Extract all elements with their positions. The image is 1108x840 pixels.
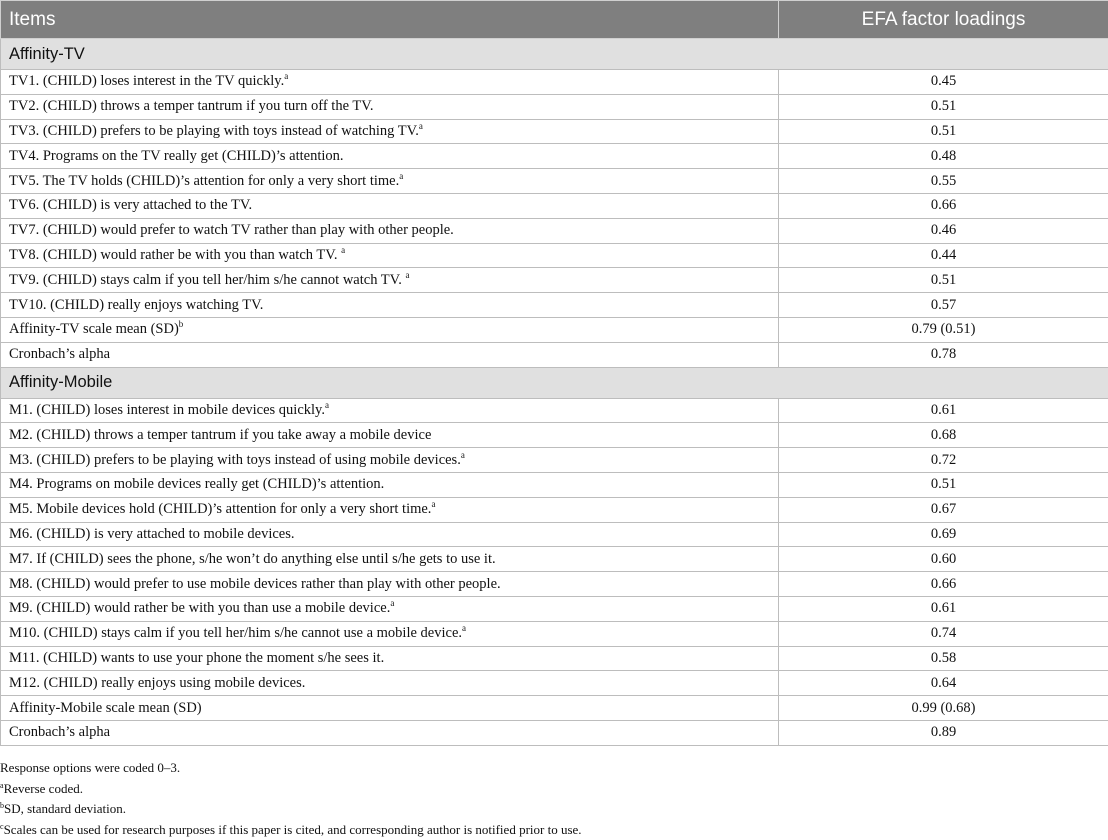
item-text: TV5. The TV holds (CHILD)’s attention for only a very short time.	[9, 173, 399, 189]
footnote	[0, 779, 1108, 800]
loading-value: 0.51	[779, 268, 1108, 293]
table-row	[1, 293, 1108, 318]
item-cell	[1, 596, 779, 621]
item-cell	[1, 144, 779, 169]
item-cell	[1, 119, 779, 144]
loading-value: 0.66	[779, 193, 1108, 218]
item-text: TV2. (CHILD) throws a temper tantrum if you turn off the TV.	[9, 98, 373, 114]
footnote-marker: a	[431, 499, 435, 509]
header-loadings: EFA factor loadings	[779, 1, 1108, 39]
table-row	[1, 423, 1108, 448]
item-cell	[1, 317, 779, 342]
item-text: Affinity-Mobile scale mean (SD)	[9, 700, 202, 716]
item-cell	[1, 646, 779, 671]
table-row	[1, 193, 1108, 218]
loading-value: 0.58	[779, 646, 1108, 671]
item-cell	[1, 671, 779, 696]
table-row	[1, 398, 1108, 423]
footnote-text: Response options were coded 0–3.	[0, 760, 180, 775]
table-row	[1, 317, 1108, 342]
item-cell	[1, 243, 779, 268]
loading-value: 0.45	[779, 70, 1108, 95]
item-text: TV1. (CHILD) loses interest in the TV quickly.	[9, 73, 284, 89]
footnote	[0, 758, 1108, 779]
table-row	[1, 342, 1108, 367]
item-text: M12. (CHILD) really enjoys using mobile devices.	[9, 675, 305, 691]
item-text: M6. (CHILD) is very attached to mobile devices.	[9, 526, 295, 542]
loading-value: 0.61	[779, 596, 1108, 621]
item-text: M8. (CHILD) would prefer to use mobile devices rather than play with other people.	[9, 576, 501, 592]
footnote-marker: a	[419, 121, 423, 131]
item-cell	[1, 218, 779, 243]
footnote-mark: a	[0, 781, 4, 790]
loading-value: 0.51	[779, 94, 1108, 119]
table-row	[1, 497, 1108, 522]
table-row	[1, 218, 1108, 243]
section-header-row	[1, 39, 1108, 70]
item-text: TV8. (CHILD) would rather be with you than watch TV.	[9, 247, 341, 263]
loading-value: 0.78	[779, 342, 1108, 367]
item-cell	[1, 268, 779, 293]
item-text: M1. (CHILD) loses interest in mobile devices quickly.	[9, 402, 325, 418]
item-text: TV9. (CHILD) stays calm if you tell her/him s/he cannot watch TV.	[9, 272, 406, 288]
item-cell	[1, 448, 779, 473]
item-cell	[1, 342, 779, 367]
footnote-marker: a	[462, 623, 466, 633]
loading-value: 0.72	[779, 448, 1108, 473]
table-row	[1, 646, 1108, 671]
table-row	[1, 522, 1108, 547]
footnote-mark: b	[0, 801, 4, 810]
section-title: Affinity-TV	[1, 39, 1108, 70]
item-text: M5. Mobile devices hold (CHILD)’s attention for only a very short time.	[9, 501, 431, 517]
item-cell	[1, 720, 779, 745]
footnote-marker: a	[284, 71, 288, 81]
item-cell	[1, 94, 779, 119]
loading-value: 0.74	[779, 621, 1108, 646]
item-cell	[1, 70, 779, 95]
footnote-marker: a	[399, 171, 403, 181]
table-row	[1, 144, 1108, 169]
table-row	[1, 169, 1108, 194]
item-cell	[1, 398, 779, 423]
loading-value: 0.48	[779, 144, 1108, 169]
footnote-marker: b	[179, 319, 184, 329]
section-title: Affinity-Mobile	[1, 367, 1108, 398]
item-text: TV4. Programs on the TV really get (CHILD)’s attention.	[9, 148, 344, 164]
item-cell	[1, 696, 779, 721]
table-footnotes	[0, 758, 1108, 840]
item-text: M11. (CHILD) wants to use your phone the moment s/he sees it.	[9, 650, 384, 666]
table-row	[1, 596, 1108, 621]
loading-value: 0.66	[779, 572, 1108, 597]
table-row	[1, 696, 1108, 721]
item-cell	[1, 169, 779, 194]
table-row	[1, 268, 1108, 293]
loading-value: 0.57	[779, 293, 1108, 318]
footnote-marker: a	[461, 450, 465, 460]
item-text: M2. (CHILD) throws a temper tantrum if you take away a mobile device	[9, 427, 431, 443]
item-cell	[1, 572, 779, 597]
item-text: M7. If (CHILD) sees the phone, s/he won’t do anything else until s/he gets to use it.	[9, 551, 496, 567]
footnote-text: Reverse coded.	[4, 781, 83, 796]
item-text: Affinity-TV scale mean (SD)	[9, 321, 179, 337]
loading-value: 0.51	[779, 119, 1108, 144]
footnote-text: SD, standard deviation.	[4, 801, 126, 816]
item-text: TV10. (CHILD) really enjoys watching TV.	[9, 297, 263, 313]
item-text: Cronbach’s alpha	[9, 346, 110, 362]
item-cell	[1, 547, 779, 572]
item-cell	[1, 423, 779, 448]
table-row	[1, 472, 1108, 497]
table-row	[1, 572, 1108, 597]
loading-value: 0.61	[779, 398, 1108, 423]
table-header-row	[1, 1, 1108, 39]
footnote	[0, 799, 1108, 820]
loading-value: 0.67	[779, 497, 1108, 522]
table-row	[1, 448, 1108, 473]
item-cell	[1, 522, 779, 547]
item-cell	[1, 193, 779, 218]
table-row	[1, 547, 1108, 572]
loading-value: 0.64	[779, 671, 1108, 696]
table-row	[1, 621, 1108, 646]
item-cell	[1, 472, 779, 497]
item-text: M3. (CHILD) prefers to be playing with toys instead of using mobile devices.	[9, 452, 461, 468]
loading-value: 0.68	[779, 423, 1108, 448]
loading-value: 0.79 (0.51)	[779, 317, 1108, 342]
item-cell	[1, 621, 779, 646]
table-row	[1, 70, 1108, 95]
item-text: M9. (CHILD) would rather be with you than use a mobile device.	[9, 600, 390, 616]
footnote-marker: a	[325, 400, 329, 410]
loading-value: 0.44	[779, 243, 1108, 268]
loading-value: 0.69	[779, 522, 1108, 547]
footnote-mark: c	[0, 822, 4, 831]
item-text: M4. Programs on mobile devices really get (CHILD)’s attention.	[9, 476, 384, 492]
item-text: TV7. (CHILD) would prefer to watch TV rather than play with other people.	[9, 222, 454, 238]
loading-value: 0.89	[779, 720, 1108, 745]
loading-value: 0.60	[779, 547, 1108, 572]
table-row	[1, 720, 1108, 745]
loading-value: 0.51	[779, 472, 1108, 497]
table-row	[1, 94, 1108, 119]
item-text: TV6. (CHILD) is very attached to the TV.	[9, 197, 252, 213]
item-text: M10. (CHILD) stays calm if you tell her/him s/he cannot use a mobile device.	[9, 625, 462, 641]
footnote-marker: a	[390, 598, 394, 608]
loading-value: 0.55	[779, 169, 1108, 194]
loading-value: 0.46	[779, 218, 1108, 243]
item-cell	[1, 497, 779, 522]
footnote	[0, 820, 1108, 840]
footnote-marker: a	[341, 245, 345, 255]
table-body	[1, 39, 1108, 746]
section-header-row	[1, 367, 1108, 398]
table-row	[1, 671, 1108, 696]
header-items: Items	[1, 1, 779, 39]
footnote-text: Scales can be used for research purposes if this paper is cited, and corresponding author is notified prior to use.	[4, 822, 582, 837]
table-row	[1, 119, 1108, 144]
table-row	[1, 243, 1108, 268]
item-text: TV3. (CHILD) prefers to be playing with toys instead of watching TV.	[9, 123, 419, 139]
loading-value: 0.99 (0.68)	[779, 696, 1108, 721]
item-text: Cronbach’s alpha	[9, 724, 110, 740]
footnote-marker: a	[406, 270, 410, 280]
item-cell	[1, 293, 779, 318]
